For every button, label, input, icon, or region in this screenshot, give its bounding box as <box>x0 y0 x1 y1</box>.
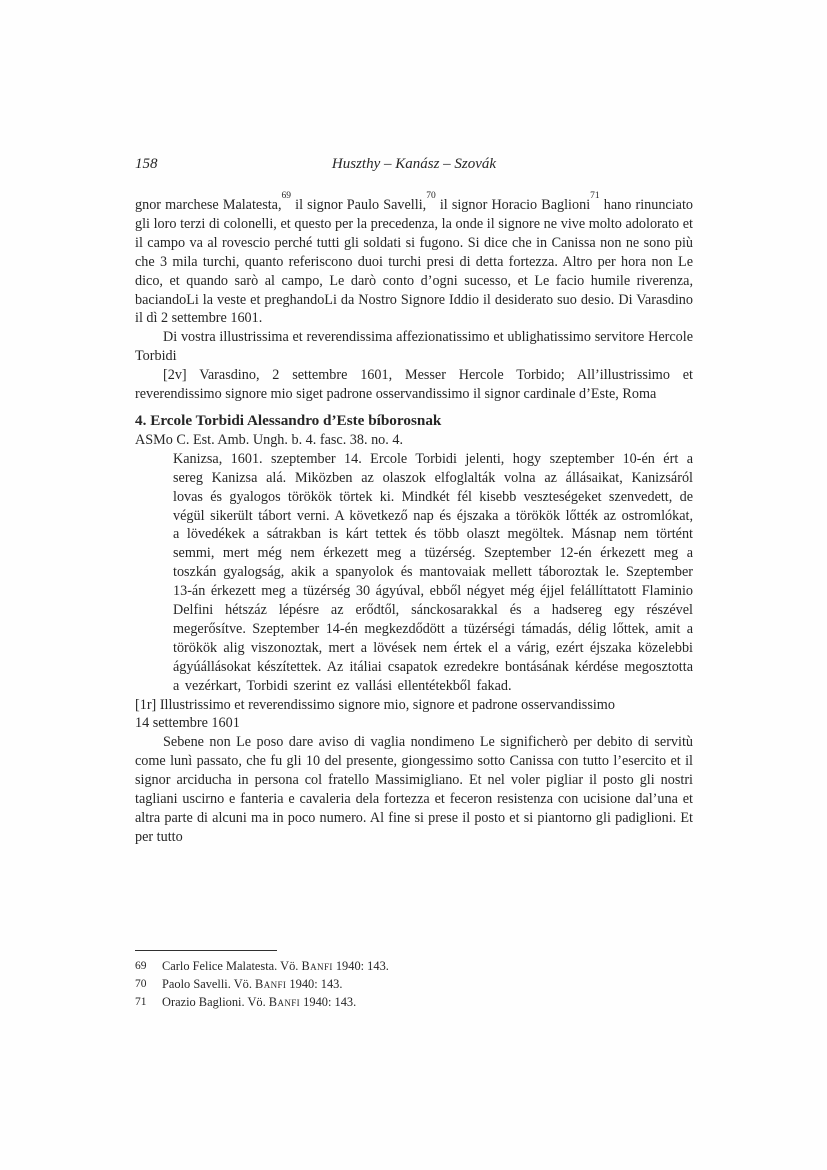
author-smallcaps: Banfi <box>255 977 287 991</box>
letter-text-segment: il signor Horacio Baglioni <box>439 197 591 213</box>
letter-address-paragraph: [2v] Varasdino, 2 settembre 1601, Messer Hercole Torbido; All’illustrissimo et reverendissimo signore mio siget padrone osservandissimo il signor cardinale d’Este, Roma <box>135 367 693 403</box>
letter-continuation-paragraph <box>135 191 694 328</box>
letter-text-segment: hano rinunciato gli loro terzi di colonelli, et questo per la precedenza, la onde il signore ne vive molto adolorato et il campo va al rovescio perché tutti gli soldati si fugono. Si dice che in Canissa non ne sono più che 3 mila turchi, quanto referiscono duoi turchi presi di detta fortezza. Altro per hora non Le dico, et quando sarò al campo, Le darò conto d’ogni sucesso, et Le facio humile riverenza, baciandoLi la veste et preghandoLi da Nostro Signore Iddio il desiderato suo desio. Di Varasdino il dì 2 settembre 1601. <box>135 197 694 327</box>
footnote-text-segment: 1940: 143. <box>332 959 389 973</box>
running-header <box>135 156 693 173</box>
letter-closing-paragraph: Di vostra illustrissima et reverendissima affezionatissimo et ublighatissimo servitore Hercole Torbidi <box>135 329 693 365</box>
letter-body-paragraph: Sebene non Le poso dare aviso di vaglia nondimeno Le significherò per debito di servitù come lunì passato, che fu gli 10 del presente, giongessimo sotto Canissa con tutto l’esercito et il signor arciducha in persona col fratello Massimigliano. Et nel voler pigliar il posto gli nostri tagliani uscirno e fanteria e cavaleria dela fortezza et feceron resistenza con ucisione dal’una et altra parte di alcuni ma in poco numero. Al fine si prese il posto et si piantorno gli padiglioni. Et per tutto <box>135 734 693 845</box>
footnote-number: 69 <box>135 960 147 972</box>
page-number: 158 <box>135 156 158 172</box>
footnote-text-segment: 1940: 143. <box>300 995 357 1009</box>
footnote-text-segment: Orazio Baglioni. Vö. <box>162 995 269 1009</box>
letter-date-line: 14 settembre 1601 <box>135 715 240 732</box>
section-heading: 4. Ercole Torbidi Alessandro d’Este bíborosnak <box>135 411 442 429</box>
footnote-number: 71 <box>135 996 147 1008</box>
footnote-number: 70 <box>135 978 147 990</box>
footnote-text <box>162 975 693 993</box>
footnote-ref-70: 70 <box>426 191 436 202</box>
author-smallcaps: Banfi <box>301 959 333 973</box>
footnote-text <box>162 957 693 975</box>
footnote-item <box>135 957 693 975</box>
letter-salutation-line: [1r] Illustrissimo et reverendissimo signore mio, signore et padrone osservandissimo <box>135 696 615 713</box>
footnote-text-segment: Carlo Felice Malatesta. Vö. <box>162 959 302 973</box>
footnote-separator <box>135 950 277 951</box>
letter-text-segment: gnor marchese Malatesta, <box>135 197 282 213</box>
footnotes-section <box>135 944 693 1170</box>
footnote-item <box>135 993 693 1011</box>
letter-text-segment: il signor Paulo Savelli, <box>295 197 427 213</box>
hungarian-regest-paragraph: Kanizsa, 1601. szeptember 14. Ercole Torbidi jelenti, hogy szeptember 10-én ért a sereg Kanizsa alá. Miközben az olaszok elfoglalták volna az állásaikat, Kanizsáról lovas és gyalogos törökök törtek ki. Mindkét fél kisebb veszteségeket szenvedett, de végül sikerült tábort verni. A következő nap és éjszaka a törökök lőtték az ostromlókat, a lövedékek a sátrakban is kárt tettek és több olaszt megöltek. Másnap nem történt semmi, mert még nem érkezett meg a tüzérség. Szeptember 12-én érkezett meg a toszkán gyalogság, akik a spanyolok és mantovaiak mellett táboroztak le. Szeptember 13-án érkezett meg a tüzérség 30 ágyúval, ebből négyet még éjjel felállíttatott Flaminio Delfini hétszáz lépésre az erődtől, sánckosarakkal és a hadsereg egy részével megerősítve. Szeptember 14-én megkezdődött a tüzérségi támadás, délig lőttek, amit a törökök alig viszonoztak, mert a lövések nem értek el a várig, ezért éjszaka közelebbi ágyúállásokat készítettek. Az itáliai csapatok ezredekre bontásának kérdése megosztotta a vezérkart, Torbidi szerint ez vallási ellentétekből fakad. <box>173 450 693 694</box>
archive-reference: ASMo C. Est. Amb. Ungh. b. 4. fasc. 38. no. 4. <box>135 431 403 448</box>
footnote-item <box>135 975 693 993</box>
running-title: Huszthy – Kanász – Szovák <box>331 156 497 172</box>
main-text-block <box>135 191 694 847</box>
footnote-ref-71: 71 <box>590 191 600 202</box>
footnote-ref-69: 69 <box>281 191 292 202</box>
author-smallcaps: Banfi <box>268 995 301 1009</box>
footnote-text <box>162 993 693 1011</box>
footnote-text-segment: 1940: 143. <box>286 977 343 991</box>
footnote-text-segment: Paolo Savelli. Vö. <box>162 977 256 991</box>
